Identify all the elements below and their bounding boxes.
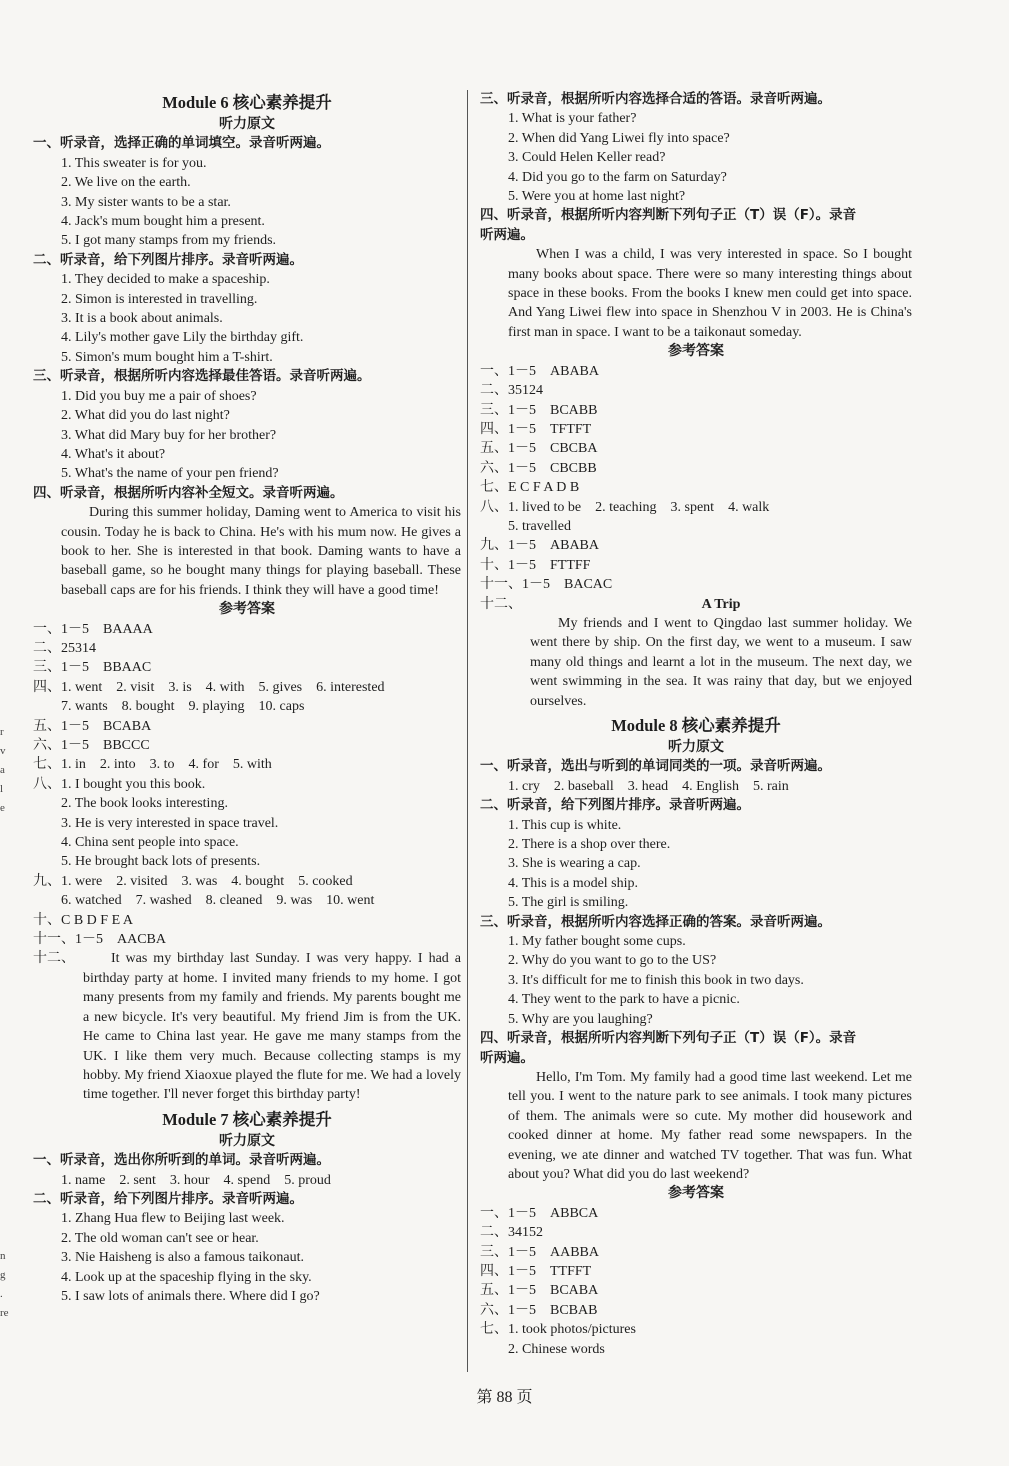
section-heading: 四、听录音，根据所听内容判断下列句子正（T）误（F）。录音 [480, 207, 857, 224]
edge-mark: e [0, 802, 5, 814]
answer-line: 十、1－5 FTTFF [480, 557, 591, 573]
answer-line: 六、1－5 BCBAB [480, 1302, 598, 1318]
answer-line: 十、C B D F E A [33, 912, 133, 928]
section-heading: 三、听录音，根据所听内容选择正确的答案。录音听两遍。 [480, 913, 831, 930]
transcript-heading: 听力原文 [668, 740, 724, 755]
answer-essay [480, 595, 912, 711]
edge-mark: v [0, 745, 6, 757]
list-item: 1. Did you buy me a pair of shoes? [61, 388, 257, 404]
answer-line: 7. wants 8. bought 9. playing 10. caps [61, 699, 305, 715]
edge-mark: n [0, 1250, 6, 1262]
section-heading: 三、听录音，根据所听内容选择合适的答语。录音听两遍。 [480, 91, 831, 107]
list-item: 1. What is your father? [508, 111, 637, 127]
edge-mark: r [0, 726, 4, 738]
module-6-title: Module 6 核心素养提升 [162, 93, 332, 112]
module-7-title: Module 7 核心素养提升 [162, 1109, 332, 1129]
list-item: 4. What's it about? [61, 446, 166, 462]
answer-line: 2. The book looks interesting. [61, 796, 228, 812]
list-item: 3. It's difficult for me to finish this book in two days. [508, 972, 804, 988]
answer-line: 六、1－5 BBCCC [33, 738, 150, 753]
list-item: 1. cry 2. baseball 3. head 4. English 5. rain [508, 778, 789, 794]
passage: During this summer holiday, Daming went to America to visit his cousin. Today he is back to China. He's with his mum now. He gives a book to her. She is interested in that book. Daming wants to have a baseball game, so he bought many things for playing baseball. These baseball caps are for his friends. I think they will have a good time! [61, 505, 461, 598]
list-item: 5. Simon's mum bought him a T-shirt. [61, 349, 273, 365]
section-heading: 一、听录音，选出与听到的单词同类的一项。录音听两遍。 [480, 758, 831, 775]
section-heading: 一、听录音，选择正确的单词填空。录音听两遍。 [33, 135, 330, 152]
list-item: 2. Simon is interested in travelling. [61, 291, 258, 307]
edge-mark: re [0, 1307, 9, 1319]
list-item: 1. My father bought some cups. [508, 934, 686, 950]
list-item: 5. The girl is smiling. [508, 895, 629, 911]
answer-line: 十一、1－5 AACBA [33, 932, 167, 948]
list-item: 2. When did Yang Liwei fly into space? [508, 130, 730, 146]
transcript-heading: 听力原文 [219, 1133, 275, 1149]
list-item: 1. name 2. sent 3. hour 4. spend 5. proud [61, 1172, 331, 1188]
edge-mark: l [0, 783, 4, 795]
list-item: 3. My sister wants to be a star. [61, 194, 231, 210]
answer-line: 三、1－5 BBAAC [33, 660, 152, 676]
module-8-title: Module 8 核心素养提升 [611, 716, 781, 735]
left-column [33, 90, 461, 1306]
answer-line: 五、1－5 CBCBA [480, 441, 598, 457]
list-item: 2. Why do you want to go to the US? [508, 953, 717, 969]
answer-line: 七、E C F A D B [480, 480, 580, 496]
answer-line: 四、1－5 TTFFT [480, 1263, 592, 1279]
section-heading: 三、听录音，根据所听内容选择最佳答语。录音听两遍。 [33, 368, 371, 385]
answer-line: 九、1. were 2. visited 3. was 4. bought 5. cooked [33, 873, 353, 889]
section-heading: 一、听录音，选出你所听到的单词。录音听两遍。 [33, 1152, 330, 1169]
list-item: 2. There is a shop over there. [508, 837, 671, 853]
answer-line: 四、1. went 2. visit 3. is 4. with 5. gives 6. interested [33, 679, 385, 695]
edge-mark: a [0, 764, 5, 776]
answer-line: 二、35124 [480, 383, 543, 399]
section-heading-cont: 听两遍。 [480, 1049, 534, 1066]
answer-line: 七、1. in 2. into 3. to 4. for 5. with [33, 757, 272, 773]
answer-line: 5. He brought back lots of presents. [61, 854, 261, 870]
section-heading: 二、听录音，给下列图片排序。录音听两遍。 [480, 797, 750, 814]
essay-text: It was my birthday last Sunday. I was very happy. I had a birthday party at home. I invited many friends to my home. I got many presents from my family and friends. My parents bought me a new bicycle. It's very beautiful. My friend Jim is from the UK. He came to China last year. He gave me many stamps from the UK. I like them very much. Because collecting stamps is my hobby. My friend Xiaoxue played the flute for me. We had a lovely time together. I'll never forget this birthday party! [83, 951, 461, 1103]
passage: Hello, I'm Tom. My family had a good time last weekend. Let me tell you. I went to the nature park to see animals. I took many pictures of them. The animals were so cute. My mother did housework and cooked dinner at home. My father read some newspapers. In the evening, we ate dinner and watched TV together. That was fun. What about you? What did you do last weekend? [508, 1069, 912, 1182]
answer-line: 6. watched 7. washed 8. cleaned 9. was 10. went [61, 893, 375, 909]
section-heading: 四、听录音，根据所听内容补全短文。录音听两遍。 [33, 484, 344, 501]
answer-line: 二、34152 [480, 1225, 543, 1241]
list-item: 3. What did Mary buy for her brother? [61, 427, 277, 443]
section-heading: 二、听录音，给下列图片排序。录音听两遍。 [33, 1190, 303, 1207]
answer-line: 八、1. I bought you this book. [33, 776, 206, 792]
section-heading-cont: 听两遍。 [480, 226, 534, 243]
answer-line: 5. travelled [508, 518, 571, 534]
list-item: 4. Jack's mum bought him a present. [61, 214, 265, 230]
answer-line: 4. China sent people into space. [61, 835, 239, 851]
list-item: 4. This is a model ship. [508, 875, 639, 891]
essay-text: My friends and I went to Qingdao last summer holiday. We went there by ship. On the first day, we went to a museum. I saw many old things and learnt a lot in the museum. The next day, we went swimming in the sea. It was rainy that day, but we enjoyed ourselves. [530, 615, 912, 709]
answer-line: 3. He is very interested in space travel. [61, 815, 279, 831]
answer-line: 五、1－5 BCABA [33, 718, 152, 734]
essay-title: A Trip [701, 596, 741, 612]
answer-line: 一、1－5 BAAAA [33, 621, 153, 637]
list-item: 4. Lily's mother gave Lily the birthday gift. [61, 330, 304, 346]
answer-line: 七、1. took photos/pictures [480, 1322, 636, 1338]
answers-heading: 参考答案 [219, 602, 275, 618]
list-item: 4. Did you go to the farm on Saturday? [508, 169, 727, 185]
edge-mark: g [0, 1269, 6, 1281]
list-item: 2. We live on the earth. [61, 175, 191, 191]
list-item: 3. Nie Haisheng is also a famous taikonaut. [61, 1250, 305, 1266]
list-item: 5. What's the name of your pen friend? [61, 466, 279, 482]
answer-line: 四、1－5 TFTFT [480, 421, 592, 437]
list-item: 4. Look up at the spaceship flying in the sky. [61, 1269, 312, 1285]
section-heading: 四、听录音，根据所听内容判断下列句子正（T）误（F）。录音 [480, 1030, 857, 1047]
right-column [480, 90, 912, 1359]
edge-mark: . [0, 1288, 3, 1300]
answer-line: 一、1－5 ABBCA [480, 1205, 599, 1221]
page-number: 第 88 页 [476, 1389, 533, 1406]
list-item: 1. This cup is white. [508, 817, 622, 833]
section-heading: 二、听录音，给下列图片排序。录音听两遍。 [33, 251, 303, 268]
list-item: 3. Could Helen Keller read? [508, 150, 666, 166]
list-item: 3. It is a book about animals. [61, 311, 223, 327]
answer-line: 六、1－5 CBCBB [480, 460, 597, 476]
list-item: 2. The old woman can't see or hear. [61, 1230, 259, 1246]
list-item: 4. They went to the park to have a picnic. [508, 992, 740, 1008]
answer-label: 十二、 [33, 951, 75, 967]
answer-line: 八、1. lived to be 2. teaching 3. spent 4. walk [480, 499, 770, 515]
answer-line: 三、1－5 BCABB [480, 402, 598, 418]
list-item: 2. What did you do last night? [61, 408, 230, 424]
answer-line: 三、1－5 AABBA [480, 1244, 600, 1260]
answer-line: 2. Chinese words [508, 1341, 605, 1357]
list-item: 5. Were you at home last night? [508, 189, 686, 205]
answer-line: 九、1－5 ABABA [480, 538, 600, 554]
answer-essay [33, 949, 461, 1104]
answers-heading: 参考答案 [668, 344, 724, 360]
transcript-heading: 听力原文 [219, 117, 275, 132]
list-item: 5. Why are you laughing? [508, 1011, 653, 1027]
list-item: 1. Zhang Hua flew to Beijing last week. [61, 1211, 285, 1227]
list-item: 3. She is wearing a cap. [508, 856, 641, 872]
list-item: 1. This sweater is for you. [61, 155, 207, 171]
answer-line: 一、1－5 ABABA [480, 363, 600, 379]
answer-line: 十一、1－5 BACAC [480, 577, 613, 593]
answer-line: 五、1－5 BCABA [480, 1283, 599, 1299]
list-item: 1. They decided to make a spaceship. [61, 272, 270, 288]
answer-label: 十二、 [480, 596, 522, 612]
passage: When I was a child, I was very interested in space. So I bought many books about space. There were so many interesting things about space in these books. From the books I knew men could get into space. And Yang Liwei flew into space in Shenzhou V in 2003. He is China's first man in space. I want to be a taikonaut someday. [508, 247, 912, 340]
list-item: 5. I saw lots of animals there. Where did I go? [61, 1288, 320, 1304]
answer-line: 二、25314 [33, 640, 96, 656]
column-divider [467, 90, 468, 1372]
list-item: 5. I got many stamps from my friends. [61, 233, 277, 249]
answers-heading: 参考答案 [668, 1186, 724, 1202]
